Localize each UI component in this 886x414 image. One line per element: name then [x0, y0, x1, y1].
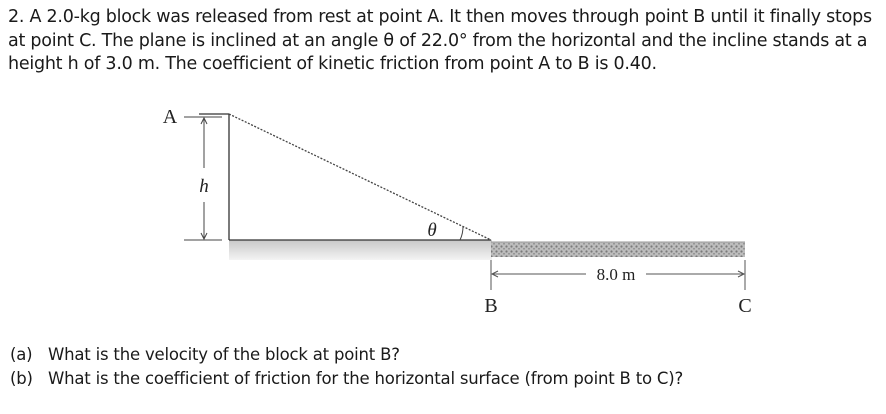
rough-surface: [491, 242, 745, 257]
question-b: [10, 367, 683, 391]
question-a-text: What is the velocity of the block at point B?: [48, 345, 400, 364]
point-b-label: B: [484, 295, 498, 317]
question-b-text: What is the coefficient of friction for the horizontal surface (from point B to C)?: [48, 368, 684, 388]
height-label: h: [199, 176, 209, 197]
angle-label: θ: [427, 220, 437, 241]
point-a-label: A: [162, 106, 178, 128]
problem-statement: 2. A 2.0-kg block was released from rest at point A. It then moves through point B until it finally stops at point C. The plane is inclined at an angle θ of 22.0° from the horizontal and the incline stands at a height h of 3.0 m. The coefficient of kinetic friction from point A to B is 0.40.: [8, 7, 872, 74]
question-a: [10, 343, 683, 367]
question-list: [10, 343, 683, 390]
angle-arc: [460, 226, 463, 240]
question-b-label: (b): [10, 368, 33, 388]
distance-label: 8.0 m: [596, 265, 636, 284]
question-a-label: (a): [10, 345, 33, 364]
incline-ground: [229, 240, 492, 260]
point-c-label: C: [738, 295, 752, 317]
incline-slope: [229, 114, 491, 240]
